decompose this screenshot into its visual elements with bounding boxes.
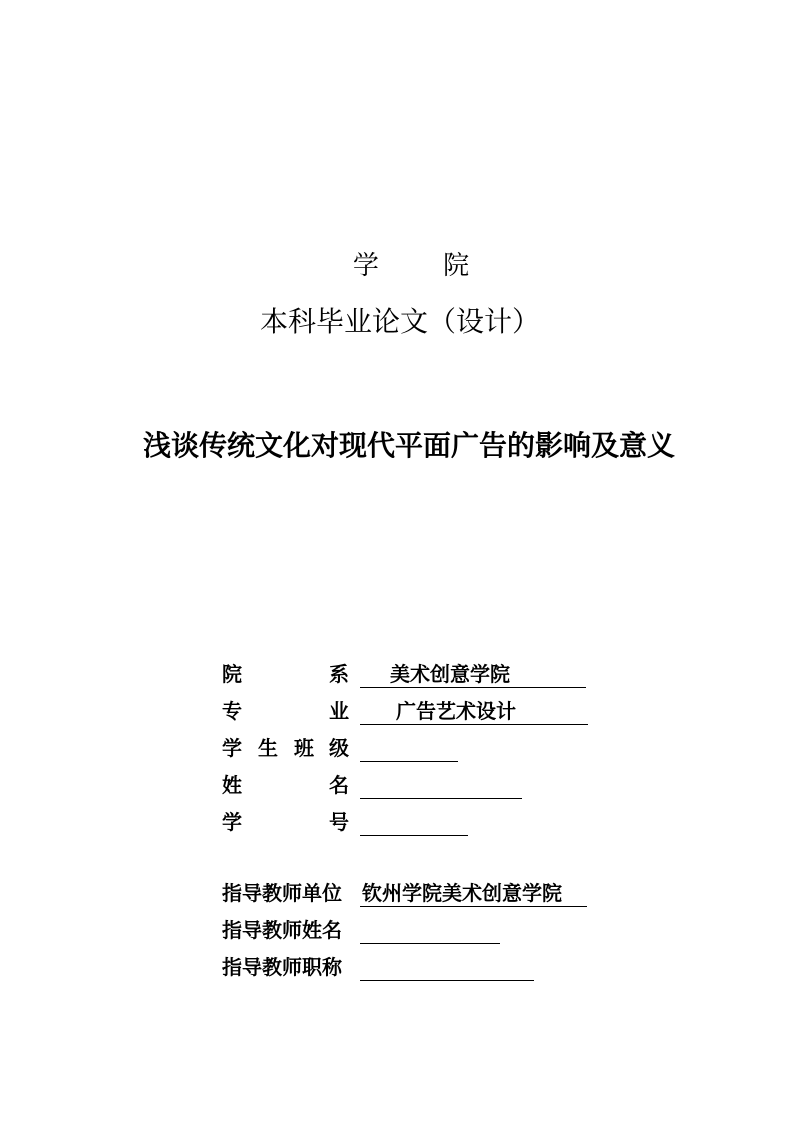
major-field[interactable] xyxy=(360,697,588,725)
class-label xyxy=(222,734,352,762)
advisor-title-field[interactable] xyxy=(360,953,534,981)
class-label-char: 生 xyxy=(258,736,278,760)
name-label-char: 姓 xyxy=(222,773,242,797)
student-id-label-char: 学 xyxy=(222,810,242,834)
advisor-name-field[interactable] xyxy=(360,916,500,944)
student-id-label xyxy=(222,808,352,836)
name-row xyxy=(222,771,642,801)
advisor-unit-label: 指导教师单位 xyxy=(222,881,342,905)
major-label-char: 业 xyxy=(329,699,349,723)
document-type: 本科毕业论文（设计） xyxy=(259,305,540,338)
student-id-row xyxy=(222,808,642,838)
advisor-title-row xyxy=(222,953,642,983)
department-value: 美术创意学院 xyxy=(390,662,510,686)
department-label-char: 系 xyxy=(329,662,349,686)
advisor-name-label: 指导教师姓名 xyxy=(222,918,342,942)
department-field[interactable] xyxy=(360,660,586,688)
thesis-title: 浅谈传统文化对现代平面广告的影响及意义 xyxy=(142,429,675,462)
advisor-name-row xyxy=(222,916,642,946)
name-label-char: 名 xyxy=(329,773,349,797)
department-label xyxy=(222,660,352,688)
major-value: 广告艺术设计 xyxy=(396,699,516,723)
major-row xyxy=(222,697,642,727)
name-label xyxy=(222,771,352,799)
department-row xyxy=(222,660,642,690)
class-label-char: 班 xyxy=(294,736,314,760)
name-field[interactable] xyxy=(360,771,522,799)
advisor-unit-field[interactable] xyxy=(360,879,587,907)
student-id-field[interactable] xyxy=(360,808,468,836)
student-id-label-char: 号 xyxy=(329,810,349,834)
advisor-title-label: 指导教师职称 xyxy=(222,955,342,979)
advisor-unit-value: 钦州学院美术创意学院 xyxy=(362,881,562,905)
class-label-char: 级 xyxy=(329,736,349,760)
major-label-char: 专 xyxy=(222,699,242,723)
class-field[interactable] xyxy=(360,734,458,762)
class-row xyxy=(222,734,642,764)
class-label-char: 学 xyxy=(222,736,242,760)
major-label xyxy=(222,697,352,725)
advisor-unit-row xyxy=(222,879,642,909)
department-label-char: 院 xyxy=(222,662,242,686)
school-name: 学 院 xyxy=(352,251,498,281)
